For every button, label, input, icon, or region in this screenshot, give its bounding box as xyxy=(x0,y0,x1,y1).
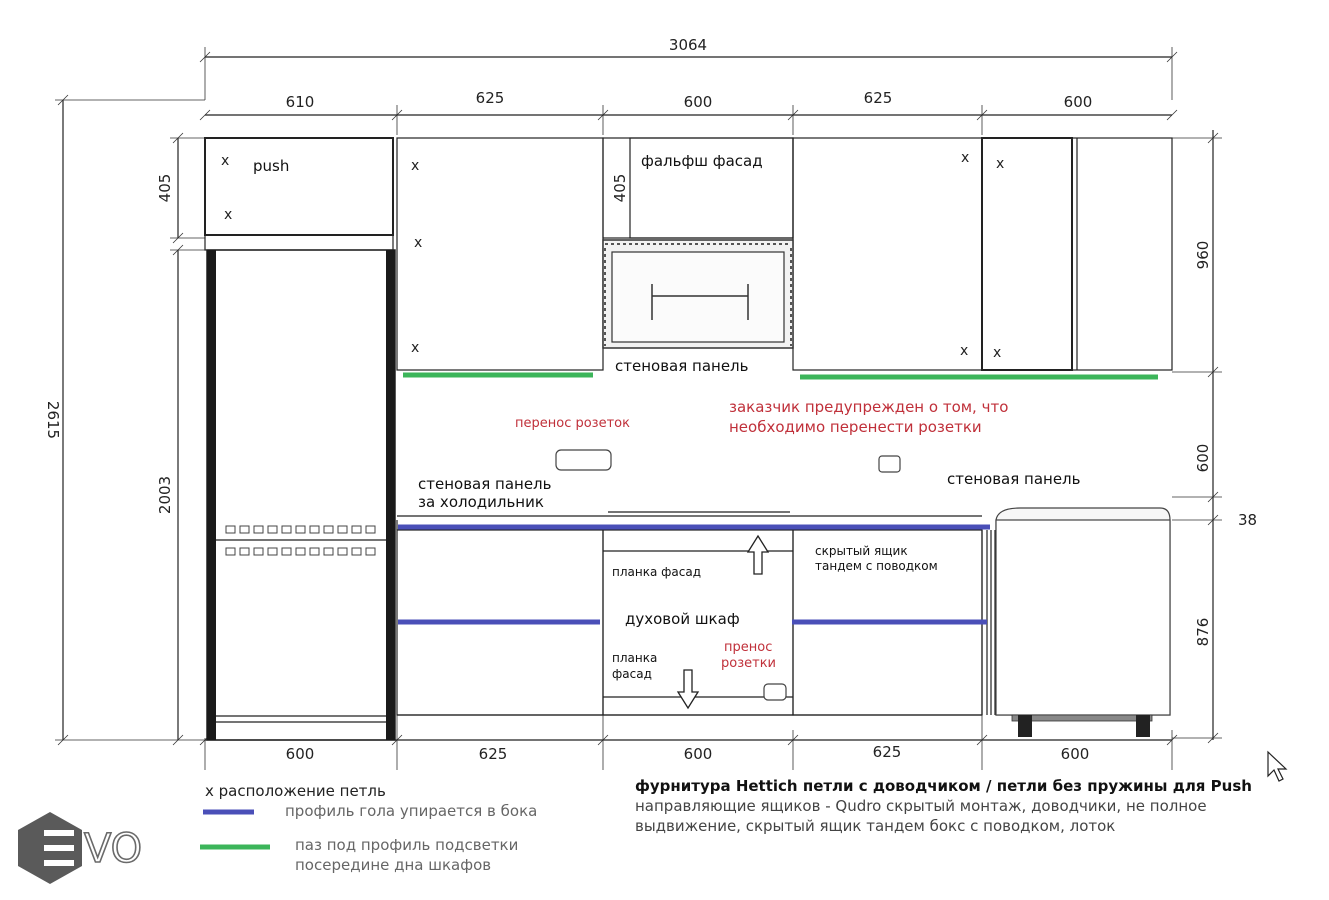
dim-lower-width-5: 600 xyxy=(1060,745,1090,763)
hinge-mark: x xyxy=(960,343,969,359)
dim-upper-width-2: 625 xyxy=(475,89,505,107)
note-line-1: фурнитура Hettich петли с доводчиком / петли без пружины для Push xyxy=(635,777,1252,795)
cursor-icon xyxy=(1268,752,1286,781)
fridge-column xyxy=(207,250,395,740)
label-wall-panel-fridge-2: за холодильник xyxy=(418,493,544,511)
label-strip-facade-bottom-1: планка xyxy=(612,651,658,665)
label-socket-transfer: перенос розеток xyxy=(515,416,630,431)
label-socket-transfer-2-1: пренос xyxy=(724,640,773,655)
hinge-mark: x xyxy=(221,153,230,169)
oven-socket xyxy=(764,684,786,700)
logo-text: VO xyxy=(84,826,143,872)
socket-left xyxy=(556,450,611,470)
label-oven: духовой шкаф xyxy=(625,610,740,628)
hinge-mark: x xyxy=(411,158,420,174)
dim-lower-width-2: 625 xyxy=(478,745,508,763)
label-strip-facade-top: планка фасад xyxy=(612,565,701,579)
evo-logo xyxy=(18,812,142,884)
dim-upper-left-height: 405 xyxy=(156,173,174,203)
label-wall-panel-right: стеновая панель xyxy=(947,470,1081,488)
label-wall-panel-top: стеновая панель xyxy=(615,357,749,375)
socket-right xyxy=(879,456,900,472)
label-customer-warning-1: заказчик предупрежден о том, что xyxy=(729,398,1009,416)
dim-lower-width-4: 625 xyxy=(872,743,902,761)
hinge-mark: x xyxy=(961,150,970,166)
label-false-facade: фальфш фасад xyxy=(641,152,763,170)
label-hidden-drawer-1: скрытый ящик xyxy=(815,544,908,558)
hinge-mark: x xyxy=(224,207,233,223)
dim-upper-width-3: 600 xyxy=(683,93,713,111)
arrow-down-icon xyxy=(678,670,698,708)
label-wall-panel-fridge-1: стеновая панель xyxy=(418,475,552,493)
hinge-mark: x xyxy=(411,340,420,356)
legend-led-groove-2: посередине дна шкафов xyxy=(295,856,492,874)
dim-lower-width-1: 600 xyxy=(285,745,315,763)
hinge-mark: x xyxy=(996,156,1005,172)
note-line-2: направляющие ящиков - Qudro скрытый монтаж, доводчики, не полное xyxy=(635,797,1207,815)
hinge-mark: x xyxy=(414,235,423,251)
label-strip-facade-bottom-2: фасад xyxy=(612,667,652,681)
dim-total-height: 2615 xyxy=(44,400,62,440)
dim-backsplash-height: 600 xyxy=(1194,443,1212,473)
dim-total-width: 3064 xyxy=(668,36,708,54)
dim-upper-mid-height: 405 xyxy=(611,173,629,203)
hinge-mark: x xyxy=(993,345,1002,361)
dim-upper-width-4: 625 xyxy=(863,89,893,107)
label-hidden-drawer-2: тандем с поводком xyxy=(815,559,938,573)
note-line-3: выдвижение, скрытый ящик тандем бокс с поводком, лоток xyxy=(635,817,1116,835)
label-push: push xyxy=(253,157,290,175)
dim-fridge-height: 2003 xyxy=(156,475,174,515)
dim-countertop-thickness: 38 xyxy=(1238,511,1258,529)
dishwasher-unit xyxy=(996,508,1170,737)
legend-led-groove-1: паз под профиль подсветки xyxy=(295,836,519,854)
dim-base-height: 876 xyxy=(1194,617,1212,647)
dim-lower-width-3: 600 xyxy=(683,745,713,763)
dim-upper-right-height: 960 xyxy=(1194,240,1212,270)
dim-upper-width-1: 610 xyxy=(285,93,315,111)
label-socket-transfer-2-2: розетки xyxy=(721,656,776,671)
label-customer-warning-2: необходимо перенести розетки xyxy=(729,418,982,436)
legend-gola-profile: профиль гола упирается в бока xyxy=(285,802,538,820)
microwave xyxy=(603,240,793,348)
dim-upper-width-5: 600 xyxy=(1063,93,1093,111)
arrow-up-icon xyxy=(748,536,768,574)
legend-hinges: х расположение петль xyxy=(205,782,386,800)
